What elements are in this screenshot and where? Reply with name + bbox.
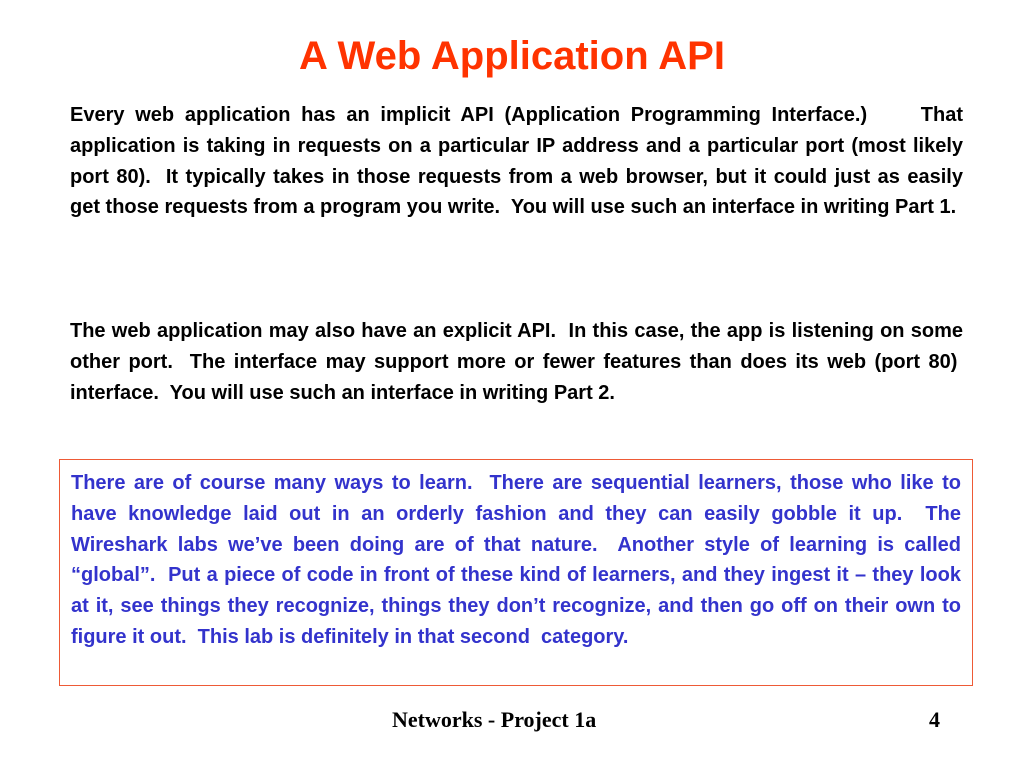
page-number: 4 <box>929 707 940 732</box>
paragraph-explicit-api: The web application may also have an explicit API. In this case, the app is listening on some other port. The interface may support more or fewer features than does its web (port 80) interface. You will use such an interface in writing Part 2. <box>70 320 963 404</box>
slide-title: A Web Application API <box>299 34 725 78</box>
paragraph-implicit-api: Every web application has an implicit API (Application Programming Interface.) That application is taking in requests on a particular IP address and a particular port (most likely port 80). It typically takes in those requests from a web browser, but it could just as easily get those requests from a program you write. You will use such an interface in writing Part 1. <box>70 104 963 219</box>
learning-styles-callout-box <box>59 459 973 686</box>
callout-text: There are of course many ways to learn. There are sequential learners, those who like to have knowledge laid out in an orderly fashion and they can easily gobble it up. The Wireshark labs we’ve been doing are of that nature. Another style of learning is called “global”. Put a piece of code in front of these kind of learners, and they ingest it – they look at it, see things they recognize, things they don’t recognize, and then go off on their own to figure it out. This lab is definitely in that second category. <box>71 472 961 648</box>
footer-text: Networks - Project 1a <box>392 707 597 732</box>
